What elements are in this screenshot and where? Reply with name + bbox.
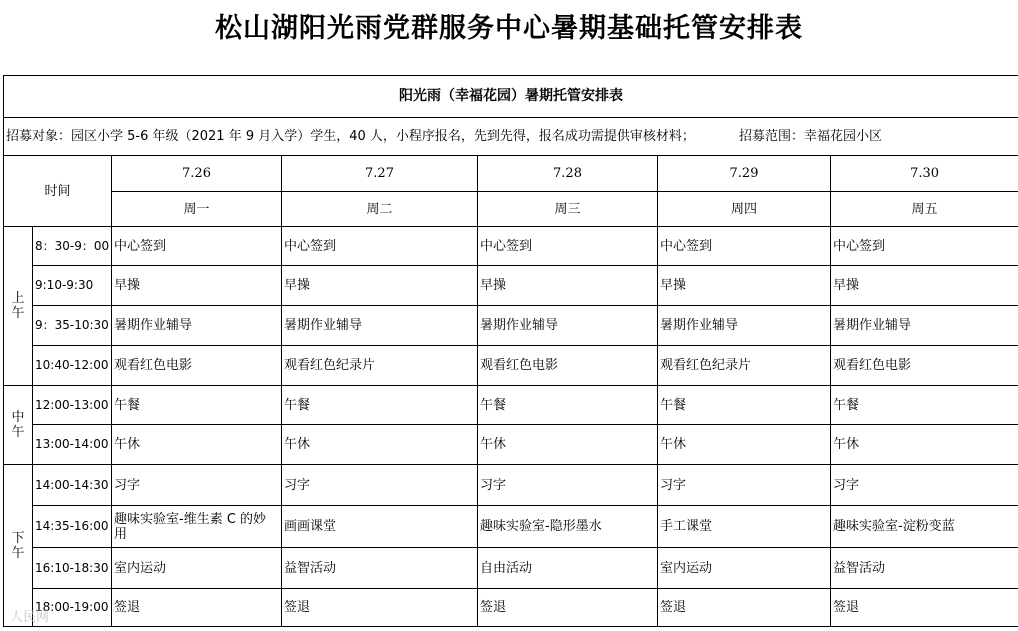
activity-cell: 趣味实验室-维生素 C 的妙用 (112, 506, 282, 548)
activity-cell: 午餐 (282, 386, 478, 425)
recruit-info (4, 118, 1018, 156)
activity-cell: 中心签到 (831, 227, 1018, 266)
activity-cell: 习字 (112, 465, 282, 506)
activity-cell: 午休 (478, 425, 658, 465)
date-row (4, 156, 1018, 192)
activity-cell: 中心签到 (658, 227, 831, 266)
time-cell: 18:00-19:00 (33, 589, 112, 627)
schedule-table (3, 75, 1018, 627)
weekday-header: 周二 (282, 192, 478, 227)
activity-cell: 室内运动 (112, 548, 282, 589)
activity-cell: 中心签到 (112, 227, 282, 266)
activity-cell: 习字 (658, 465, 831, 506)
activity-cell: 暑期作业辅导 (478, 306, 658, 346)
table-row (4, 227, 1018, 266)
activity-cell: 午餐 (831, 386, 1018, 425)
date-header: 7.30 (831, 156, 1018, 192)
activity-cell: 午餐 (112, 386, 282, 425)
activity-cell: 观看红色电影 (831, 346, 1018, 386)
activity-cell: 观看红色纪录片 (282, 346, 478, 386)
date-header: 7.26 (112, 156, 282, 192)
activity-cell: 自由活动 (478, 548, 658, 589)
activity-cell: 暑期作业辅导 (282, 306, 478, 346)
activity-cell: 手工课堂 (658, 506, 831, 548)
activity-cell: 签退 (831, 589, 1018, 627)
activity-cell: 签退 (112, 589, 282, 627)
recruit-scope: 招募范围：幸福花园小区 (738, 129, 882, 144)
subtitle-row (4, 76, 1018, 118)
table-row (4, 589, 1018, 627)
activity-cell: 午休 (831, 425, 1018, 465)
period-morning: 上午 (4, 227, 33, 386)
time-cell: 8：30-9：00 (33, 227, 112, 266)
table-row (4, 266, 1018, 306)
activity-cell: 早操 (112, 266, 282, 306)
period-noon: 中午 (4, 386, 33, 465)
activity-cell: 暑期作业辅导 (658, 306, 831, 346)
activity-cell: 午餐 (478, 386, 658, 425)
activity-cell: 早操 (282, 266, 478, 306)
activity-cell: 签退 (282, 589, 478, 627)
table-row (4, 506, 1018, 548)
table-subtitle: 阳光雨（幸福花园）暑期托管安排表 (4, 76, 1018, 118)
activity-cell: 观看红色电影 (112, 346, 282, 386)
activity-cell: 趣味实验室-隐形墨水 (478, 506, 658, 548)
activity-cell: 午休 (112, 425, 282, 465)
activity-cell: 签退 (658, 589, 831, 627)
table-row (4, 306, 1018, 346)
activity-cell: 益智活动 (831, 548, 1018, 589)
activity-cell: 午休 (658, 425, 831, 465)
date-header: 7.28 (478, 156, 658, 192)
time-header: 时间 (4, 156, 112, 227)
time-cell: 13:00-14:00 (33, 425, 112, 465)
time-cell: 16:10-18:30 (33, 548, 112, 589)
period-afternoon: 下午 (4, 465, 33, 627)
recruit-row (4, 118, 1018, 156)
table-row (4, 346, 1018, 386)
table-row (4, 548, 1018, 589)
weekday-row (4, 192, 1018, 227)
page-title: 松山湖阳光雨党群服务中心暑期基础托管安排表 (215, 13, 803, 44)
time-cell: 10:40-12:00 (33, 346, 112, 386)
activity-cell: 暑期作业辅导 (112, 306, 282, 346)
table-row (4, 465, 1018, 506)
activity-cell: 习字 (478, 465, 658, 506)
activity-cell: 中心签到 (478, 227, 658, 266)
recruit-target: 招募对象：园区小学 5-6 年级（2021 年 9 月入学）学生，40 人，小程序报名，先到先得，报名成功需提供审核材料； (6, 129, 695, 144)
weekday-header: 周一 (112, 192, 282, 227)
activity-cell: 午餐 (658, 386, 831, 425)
activity-cell: 画画课堂 (282, 506, 478, 548)
time-cell: 9:10-9:30 (33, 266, 112, 306)
activity-cell: 签退 (478, 589, 658, 627)
time-cell: 14:35-16:00 (33, 506, 112, 548)
watermark: 人民网 (10, 610, 50, 625)
activity-cell: 观看红色纪录片 (658, 346, 831, 386)
activity-cell: 趣味实验室-淀粉变蓝 (831, 506, 1018, 548)
activity-cell: 早操 (831, 266, 1018, 306)
activity-cell: 午休 (282, 425, 478, 465)
weekday-header: 周五 (831, 192, 1018, 227)
date-header: 7.29 (658, 156, 831, 192)
activity-cell: 早操 (658, 266, 831, 306)
time-cell: 12:00-13:00 (33, 386, 112, 425)
activity-cell: 中心签到 (282, 227, 478, 266)
activity-cell: 早操 (478, 266, 658, 306)
activity-cell: 室内运动 (658, 548, 831, 589)
activity-cell: 观看红色电影 (478, 346, 658, 386)
activity-cell: 习字 (831, 465, 1018, 506)
table-row (4, 425, 1018, 465)
activity-cell: 习字 (282, 465, 478, 506)
weekday-header: 周四 (658, 192, 831, 227)
weekday-header: 周三 (478, 192, 658, 227)
time-cell: 9：35-10:30 (33, 306, 112, 346)
date-header: 7.27 (282, 156, 478, 192)
time-cell: 14:00-14:30 (33, 465, 112, 506)
activity-cell: 暑期作业辅导 (831, 306, 1018, 346)
table-row (4, 386, 1018, 425)
activity-cell: 益智活动 (282, 548, 478, 589)
